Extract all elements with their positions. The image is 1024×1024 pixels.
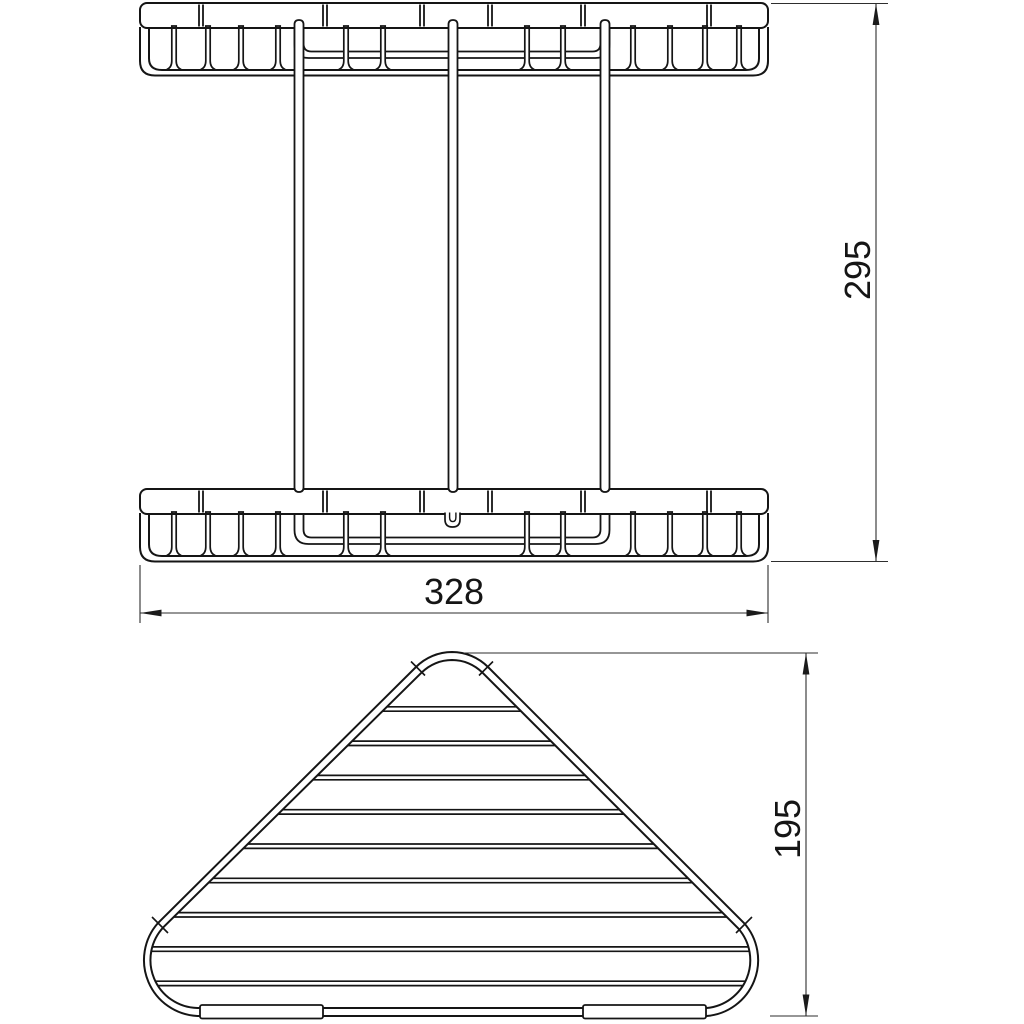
cross-wires-lines: [145, 707, 765, 986]
width-arrowhead-left: [140, 610, 162, 617]
tangent-tick-marks: [152, 662, 752, 934]
width-dimension-label: 328: [423, 571, 485, 612]
top-view: [144, 652, 765, 1019]
middle-rail-fill: [449, 20, 458, 492]
right-rail-fill: [601, 20, 610, 492]
width-arrowhead-right: [747, 610, 769, 617]
corner-basket-inner-rim: [150, 660, 750, 1008]
height-arrowhead-up: [873, 4, 880, 26]
depth-arrowhead-up: [803, 653, 810, 675]
depth-arrowhead-down: [803, 995, 810, 1017]
shelf-cross-wires: [145, 707, 765, 986]
wall-rails: [295, 20, 610, 492]
front-view: [140, 3, 768, 562]
depth-dimension-label: 195: [767, 798, 808, 860]
dimension-height: [771, 4, 888, 562]
drain-hook-stub: [445, 513, 460, 528]
right-mounting-pad: [583, 1005, 706, 1019]
height-arrowhead-down: [873, 540, 880, 562]
height-dimension-label: 295: [837, 239, 878, 301]
hook-stub-outer: [445, 513, 460, 528]
left-rail-fill: [295, 20, 304, 492]
left-mounting-pad: [200, 1005, 323, 1019]
dimension-width: [140, 565, 768, 623]
